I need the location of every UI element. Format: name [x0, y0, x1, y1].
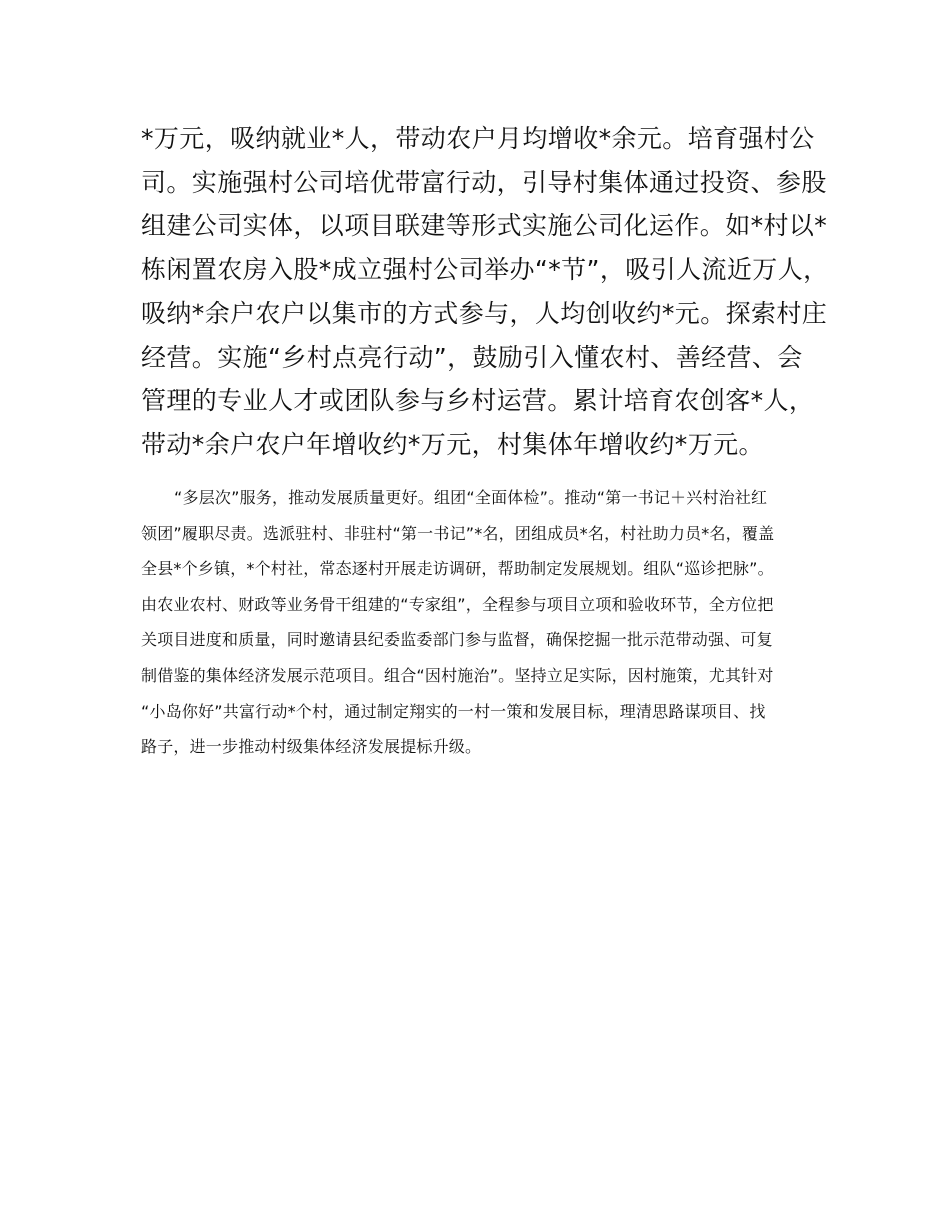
paragraph-line: 经营。实施“乡村点亮行动”，鼓励引入懂农村、善经营、会	[141, 342, 803, 372]
paragraph-line: “多层次”服务，推动发展质量更好。组团“全面体检”。推动“第一书记＋兴村治社红	[174, 488, 768, 507]
paragraph-line: 关项目进度和质量，同时邀请县纪委监委部门参与监督，确保挖掘一批示范带动强、可复	[141, 630, 773, 650]
paragraph-line: 带动*余户农户年增收约*万元，村集体年增收约*万元。	[141, 429, 764, 459]
paragraph-line: *万元，吸纳就业*人，带动农户月均增收*余元。培育强村公	[141, 124, 815, 153]
paragraph-line: “小岛你好”共富行动*个村，通过制定翔实的一村一策和发展目标，理清思路谋项目、找	[141, 701, 766, 721]
paragraph-line: 制借鉴的集体经济发展示范项目。组合“因村施治”。坚持立足实际，因村施策，尤其针对	[141, 665, 774, 685]
paragraph-line: 吸纳*余户农户以集市的方式参与，人均创收约*元。探索村庄	[141, 298, 828, 328]
paragraph-line: 栋闲置农房入股*成立强村公司举办“*节”，吸引人流近万人，	[141, 255, 829, 285]
paragraph-line: 组建公司实体，以项目联建等形式实施公司化运作。如*村以*	[141, 211, 828, 241]
paragraph-line: 领团”履职尽责。选派驻村、非驻村“第一书记”*名，团组成员*名，村社助力员*名，覆盖	[141, 523, 775, 543]
paragraph-strong-village-companies	[141, 117, 841, 467]
paragraph-line: 管理的专业人才或团队参与乡村运营。累计培育农创客*人，	[141, 386, 815, 416]
paragraph-line: 司。实施强村公司培优带富行动，引导村集体通过投资、参股	[141, 167, 827, 197]
paragraph-line: 路子，进一步推动村级集体经济发展提标升级。	[141, 737, 482, 757]
paragraph-multi-level-service	[141, 480, 831, 765]
paragraph-line: 由农业农村、财政等业务骨干组建的“专家组”，全程参与项目立项和验收环节，全方位把	[141, 594, 774, 614]
paragraph-line: 全县*个乡镇，*个村社，常态逐村开展走访调研，帮助制定发展规划。组队“巡诊把脉”。	[141, 559, 774, 579]
